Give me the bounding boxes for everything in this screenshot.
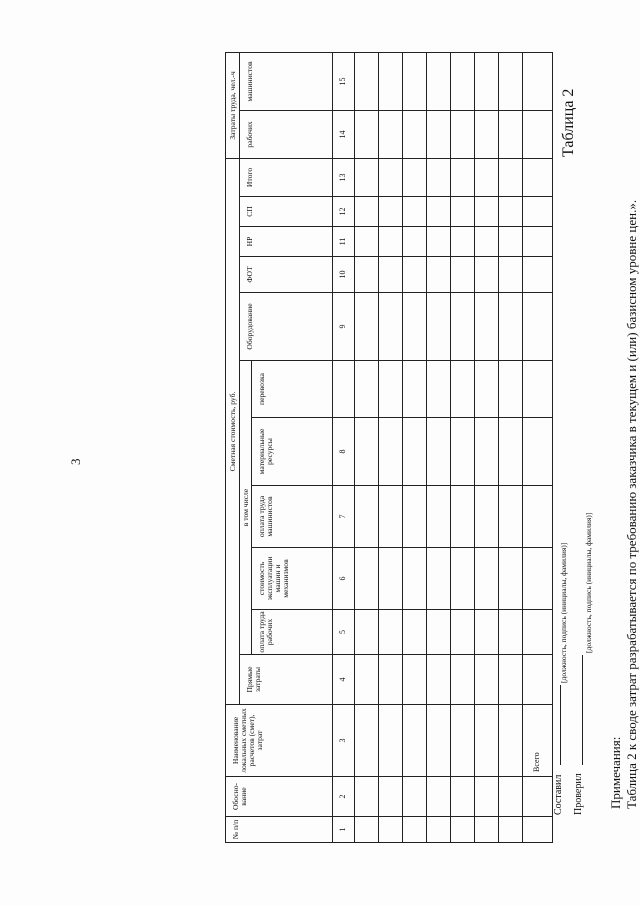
header-labor-group: Затраты труда, чел.-ч	[226, 52, 240, 158]
col-number: 11	[333, 227, 355, 257]
checked-label: Проверил	[573, 773, 584, 815]
header-materials: материальные ресурсы	[252, 418, 333, 486]
header-labor-operators: оплата труда машинистов	[252, 486, 333, 548]
total-row	[523, 52, 553, 842]
table-row	[355, 52, 379, 842]
col-number: 3	[333, 705, 355, 777]
col-number: 15	[333, 52, 355, 110]
header-sp: СП	[240, 197, 333, 227]
compiled-label: Составил	[553, 774, 564, 815]
total-label: Всего	[523, 705, 553, 777]
table-row	[427, 52, 451, 842]
checked-caption: [должность, подпись (инициалы, фамилия)]	[584, 512, 593, 653]
col-number: 14	[333, 110, 355, 158]
header-incl: в том числе	[240, 361, 252, 655]
notes-text: Таблица 2 к своде затрат разрабатывается по требованию заказчика в текущем и (или) базисном уровне цен.».	[624, 199, 639, 809]
col-number: 7	[333, 486, 355, 548]
compiled-signature-line	[560, 685, 561, 765]
col-number: 1	[333, 817, 355, 843]
col-number: 9	[333, 293, 355, 361]
col-number: 4	[333, 655, 355, 705]
page-number: 3	[68, 458, 83, 465]
header-itogo: Итого	[240, 158, 333, 196]
header-direct: Прямые затраты	[240, 655, 333, 705]
col-number: 13	[333, 158, 355, 196]
header-labor-workers: оплата труда рабочих	[252, 610, 333, 655]
table-label: Таблица 2	[560, 88, 577, 157]
col-number: 8	[333, 418, 355, 486]
header-cost-group: Сметная стоимость, руб.	[226, 158, 240, 704]
header-operators: машинистов	[240, 52, 333, 110]
table-row	[403, 52, 427, 842]
col-number-transport	[333, 361, 355, 418]
cost-table	[225, 52, 553, 843]
checked-signature-line	[582, 655, 583, 765]
table-row	[379, 52, 403, 842]
col-number: 2	[333, 777, 355, 817]
header-machine-cost: стоимость эксплуатации машин и механизмов	[252, 548, 333, 610]
header-nr: НР	[240, 227, 333, 257]
header-num: № п/п	[226, 817, 333, 843]
header-transport: перевозка	[252, 361, 333, 418]
col-number: 10	[333, 257, 355, 293]
header-fot: ФОТ	[240, 257, 333, 293]
table-row	[499, 52, 523, 842]
col-number: 5	[333, 610, 355, 655]
header-basis: Обосно-вание	[226, 777, 333, 817]
notes-title: Примечания:	[608, 736, 623, 809]
table-row	[475, 52, 499, 842]
col-number: 6	[333, 548, 355, 610]
col-number: 12	[333, 197, 355, 227]
compiled-caption: [должность, подпись (инициалы, фамилия)]	[559, 542, 568, 683]
header-workers: рабочих	[240, 110, 333, 158]
header-name: Наименование локальных сметных расчетов (смет), затрат	[226, 705, 333, 777]
header-equipment: Оборудование	[240, 293, 333, 361]
table-row	[451, 52, 475, 842]
